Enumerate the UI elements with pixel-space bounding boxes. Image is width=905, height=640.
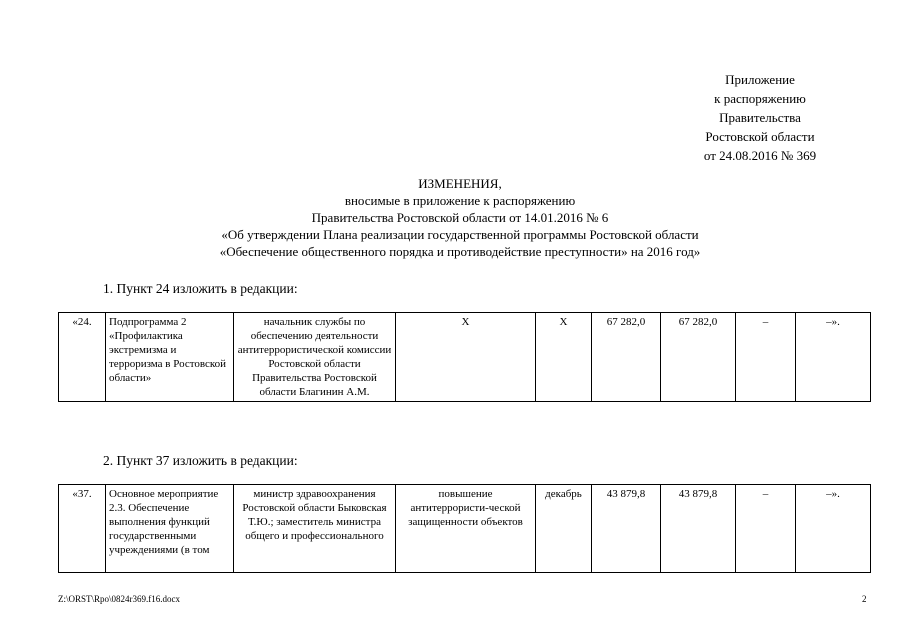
appendix-line: Ростовской области [705, 129, 815, 144]
row-responsible: начальник службы по обеспечению деятельности антитеррористической комиссии Ростовской области Правительства Ростовской области Благинин А.М. [234, 313, 396, 402]
title-line: «Обеспечение общественного порядка и противодействие преступности» на 2016 год» [219, 244, 701, 259]
footer-file-path: Z:\ORST\Rpo\0824r369.f16.docx [58, 594, 180, 604]
row-number: «24. [59, 313, 106, 402]
appendix-line: Приложение [725, 72, 795, 87]
row-deadline: Х [536, 313, 592, 402]
appendix-line: Правительства [719, 110, 801, 125]
title-line: вносимые в приложение к распоряжению [344, 193, 576, 208]
row-sum-regional: 67 282,0 [661, 313, 736, 402]
appendix-block [640, 70, 880, 165]
row-name: Основное мероприятие 2.3. Обеспечение выполнения функций государственными учреждениями (в том [106, 485, 234, 573]
row-value-1: – [736, 485, 796, 573]
row-responsible: министр здравоохранения Ростовской области Быковская Т.Ю.; заместитель министра общего и профессионального [234, 485, 396, 573]
row-value-2: –». [796, 485, 871, 573]
point-1-label: 1. Пункт 24 изложить в редакции: [103, 281, 298, 296]
row-name: Подпрограмма 2 «Профилактика экстремизма и терроризма в Ростовской области» [106, 313, 234, 402]
table-point-37 [58, 484, 871, 573]
appendix-line: от 24.08.2016 № 369 [703, 148, 817, 163]
row-number: «37. [59, 485, 106, 573]
page-number: 2 [862, 594, 867, 604]
title-line: Правительства Ростовской области от 14.01.2016 № 6 [311, 210, 609, 225]
document-title [130, 175, 790, 260]
row-sum-regional: 43 879,8 [661, 485, 736, 573]
row-result: повышение антитеррористи-ческой защищенности объектов [396, 485, 536, 573]
appendix-line: к распоряжению [714, 91, 806, 106]
title-heading: ИЗМЕНЕНИЯ, [418, 176, 502, 191]
row-value-1: – [736, 313, 796, 402]
row-sum-total: 43 879,8 [592, 485, 661, 573]
row-sum-total: 67 282,0 [592, 313, 661, 402]
title-line: «Об утверждении Плана реализации государственной программы Ростовской области [221, 227, 699, 242]
table-row [59, 485, 871, 573]
row-deadline: декабрь [536, 485, 592, 573]
row-result: Х [396, 313, 536, 402]
table-point-24 [58, 312, 871, 402]
point-2-label: 2. Пункт 37 изложить в редакции: [103, 453, 298, 468]
row-value-2: –». [796, 313, 871, 402]
table-row [59, 313, 871, 402]
